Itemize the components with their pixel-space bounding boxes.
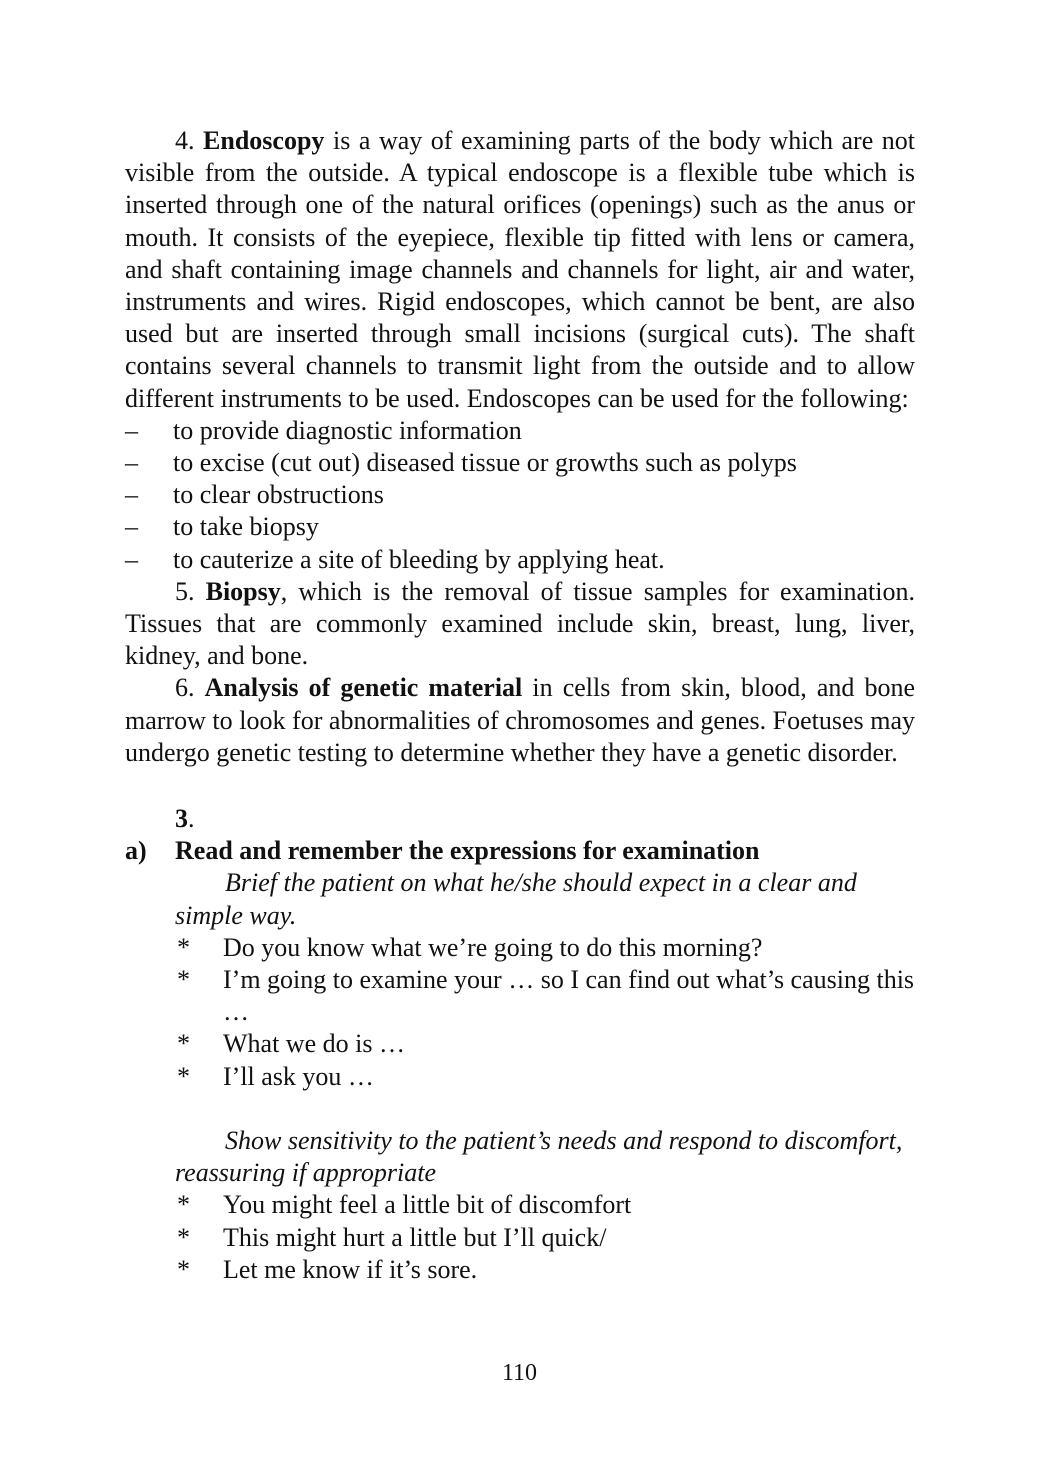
list-item-text: to clear obstructions — [173, 480, 384, 510]
star-bullet: * — [177, 1222, 190, 1252]
genetic-paragraph — [125, 672, 915, 769]
endoscopy-uses-list — [125, 415, 915, 576]
exercise-number-suffix: . — [188, 804, 195, 834]
biopsy-text: , which is the removal of tissue samples for examination. Tissues that are commonly examined include skin, breast, lung, liver, kidney, and bone. — [125, 576, 916, 671]
list-item — [125, 511, 915, 543]
list-item-text: Let me know if it’s sore. — [223, 1254, 478, 1284]
endoscopy-text: is a way of examining parts of the body which are not visible from the outside. A typical endoscope is a flexible tube which is inserted through one of the natural orifices (openings) such as the anus or mouth. It consists of the eyepiece, flexible tip fitted with lens or camera, and shaft containing image channels and channels for light, air and water, instruments and wires. Rigid endoscopes, which cannot be bent, are also used but are inserted through small incisions (surgical cuts). The shaft contains several channels to transmit light from the outside and to allow different instruments to be used. Endoscopes can be used for the following: — [125, 126, 915, 413]
brief-block — [175, 867, 915, 1285]
list-item — [125, 447, 915, 479]
exercise-number-value: 3 — [175, 804, 188, 834]
list-item-text: I’m going to examine your … so I can find out what’s causing this … — [223, 965, 915, 1027]
endoscopy-term: Endoscopy — [203, 126, 325, 155]
genetic-text: in cells from skin, blood, and bone marrow to look for abnormalities of chromosomes and genes. Foetuses may undergo genetic testing to determine whether they have a genetic disorder. — [125, 673, 916, 767]
list-item-text: This might hurt a little but I’ll quick/ — [223, 1222, 607, 1252]
dash-bullet: – — [125, 415, 138, 445]
list-item-text: to take biopsy — [173, 512, 319, 542]
page-number: 110 — [501, 1360, 538, 1386]
star-bullet: * — [177, 1061, 190, 1091]
list-item-text: to cauterize a site of bleeding by applying heat. — [173, 544, 665, 574]
list-item — [175, 932, 915, 964]
list-item — [125, 544, 915, 576]
star-bullet: * — [177, 965, 190, 995]
dash-bullet: – — [125, 512, 138, 542]
list-item-text: What we do is … — [223, 1029, 405, 1059]
brief-instruction: Brief the patient on what he/she should expect in a clear and simple way. — [175, 868, 857, 930]
dash-bullet: – — [125, 480, 138, 510]
list-item — [175, 1254, 915, 1286]
section-spacer — [125, 769, 915, 803]
block-spacer — [175, 1093, 915, 1125]
endoscopy-number: 4. — [175, 126, 195, 155]
star-bullet: * — [177, 1190, 190, 1220]
star-bullet: * — [177, 932, 190, 962]
exercise-letter: a) — [125, 836, 147, 866]
list-item-text: Do you know what we’re going to do this morning? — [223, 932, 763, 962]
exercise-number — [125, 803, 915, 835]
list-item — [125, 415, 915, 447]
endoscopy-paragraph — [125, 125, 915, 415]
list-item — [175, 1189, 915, 1221]
page-content — [125, 125, 915, 1286]
star-bullet: * — [177, 1029, 190, 1059]
genetic-number: 6. — [175, 673, 195, 703]
list-item — [175, 1061, 915, 1093]
dash-bullet: – — [125, 544, 138, 574]
biopsy-paragraph — [125, 576, 915, 673]
star-bullet: * — [177, 1254, 190, 1284]
list-item-text: You might feel a little bit of discomfort — [223, 1190, 632, 1220]
exercise-heading-text: Read and remember the expressions for examination — [175, 836, 760, 866]
dash-bullet: – — [125, 448, 138, 478]
biopsy-term: Biopsy — [205, 576, 281, 606]
sensitivity-instruction: Show sensitivity to the patient’s needs and respond to discomfort, reassuring if appropriate — [175, 1125, 903, 1188]
exercise-heading — [125, 835, 915, 867]
sensitivity-expressions-list — [175, 1189, 915, 1286]
list-item — [175, 964, 915, 1028]
biopsy-number: 5. — [175, 576, 195, 606]
list-item-text: I’ll ask you … — [223, 1061, 374, 1091]
list-item — [175, 1222, 915, 1254]
genetic-term: Analysis of genetic material — [204, 673, 523, 703]
list-item — [125, 479, 915, 511]
list-item-text: to provide diagnostic information — [173, 415, 522, 445]
list-item-text: to excise (cut out) diseased tissue or growths such as polyps — [173, 448, 797, 478]
list-item — [175, 1028, 915, 1060]
brief-expressions-list — [175, 932, 915, 1093]
